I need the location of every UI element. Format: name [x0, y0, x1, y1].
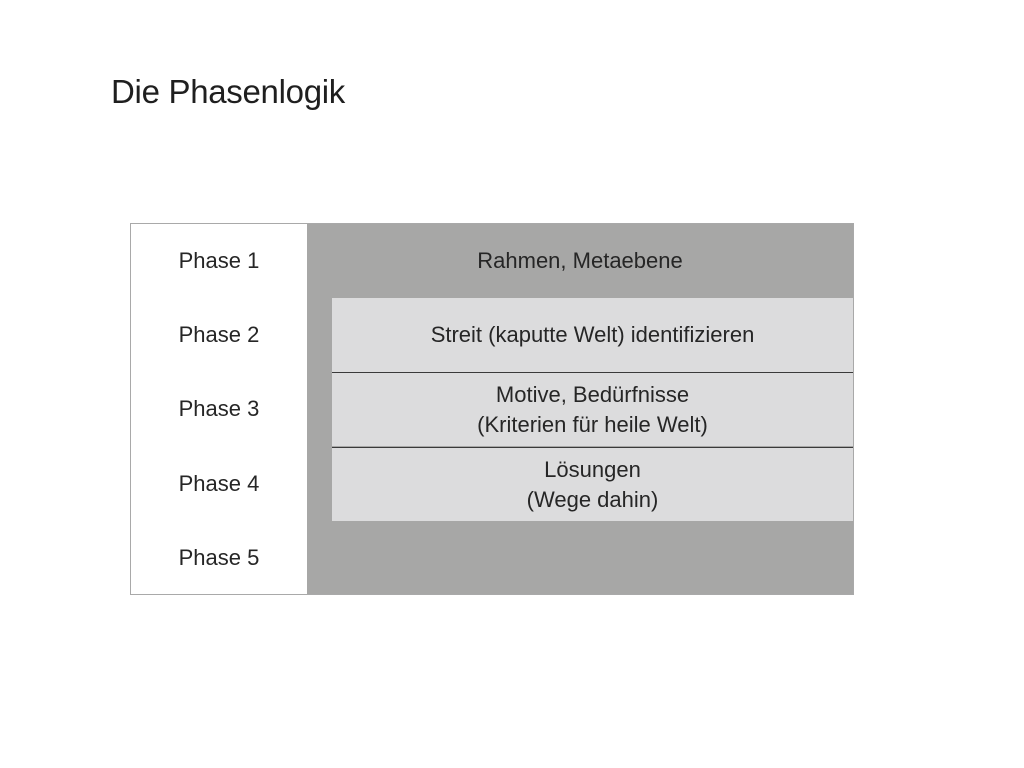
phase-diagram [130, 223, 854, 595]
step-loesungen-text: Lösungen [544, 456, 641, 482]
step-streit-text: Streit (kaputte Welt) identifizieren [430, 322, 755, 347]
slide-title: Die Phasenlogik [111, 73, 345, 110]
step-streit-box [332, 298, 853, 372]
step-motive-box [332, 372, 853, 446]
step-loesungen-box [332, 447, 853, 521]
phase-4-label: Phase 4 [178, 471, 260, 496]
phase-1-label: Phase 1 [178, 248, 260, 273]
step-loesungen-subtext: (Wege dahin) [526, 486, 659, 512]
phase-2-label: Phase 2 [178, 322, 260, 347]
step-motive-subtext: (Kriterien für heile Welt) [477, 411, 708, 437]
step-motive-text: Motive, Bedürfnisse [495, 381, 690, 407]
frame-label: Rahmen, Metaebene [477, 248, 683, 273]
phase-3-label: Phase 3 [178, 396, 260, 421]
phase-labels-column [131, 224, 307, 594]
phase-5-label: Phase 5 [178, 545, 260, 570]
